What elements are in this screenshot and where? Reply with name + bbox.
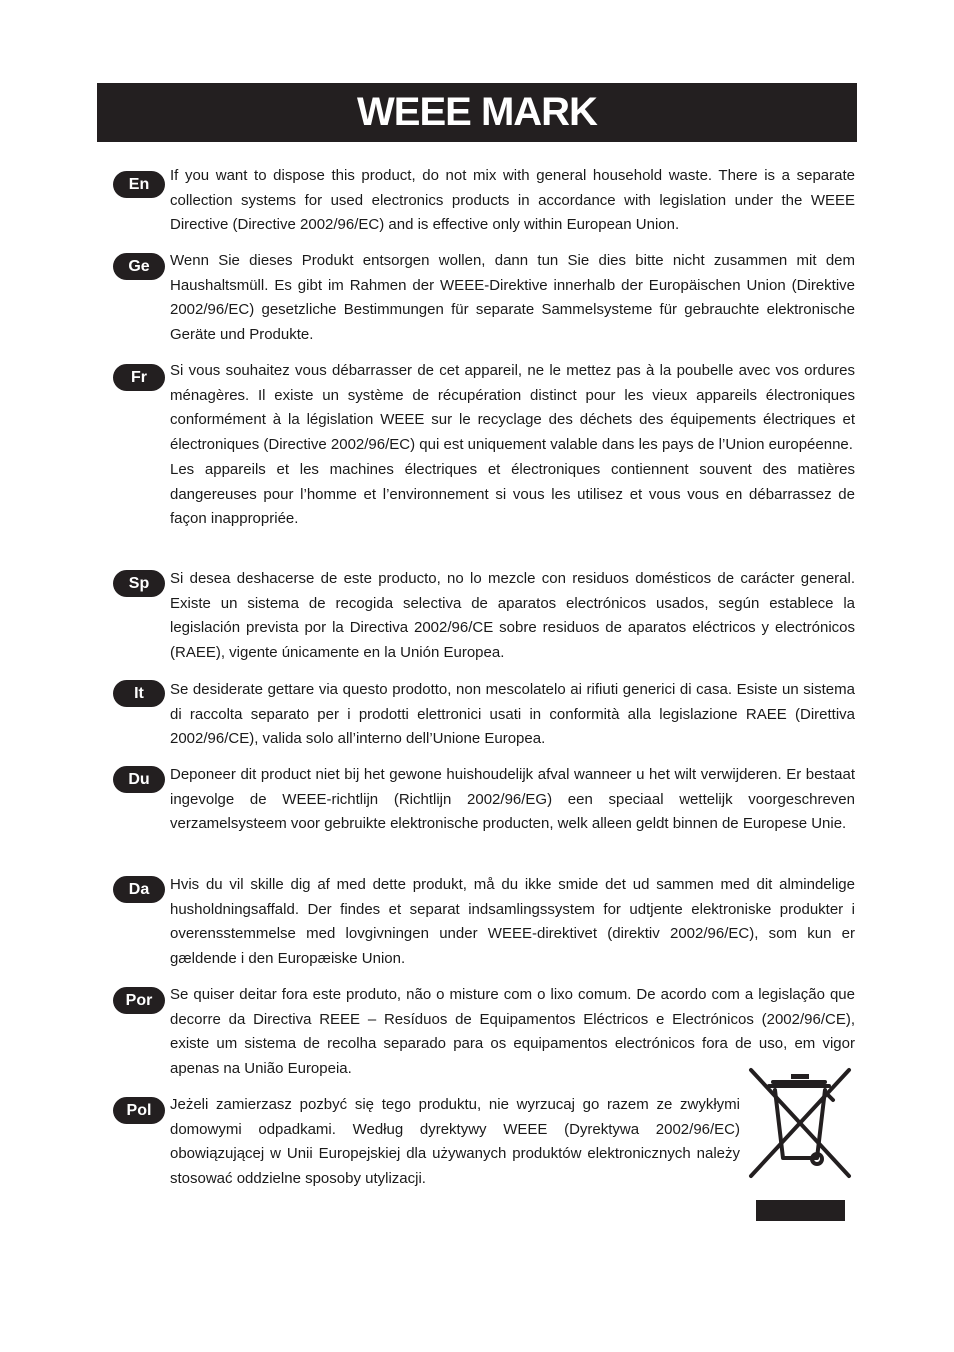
- section-text-pol: [170, 1093, 740, 1192]
- section-en: [113, 164, 855, 238]
- paragraph: Deponeer dit product niet bij het gewone huishoudelijk afval wanneer u het wilt verwijderen. Er bestaat ingevolge de WEEE-richtlijn (Richtlijn 2002/96/EG) een speciaal wettelijk voorgeschreven verzamelsysteem voor gebruikte elektronische producten, welk alleen geldt binnen de Europese Unie.: [170, 766, 855, 833]
- paragraph: Si desea deshacerse de este producto, no lo mezcle con residuos domésticos de carácter general. Existe un sistema de recogida selectiva de aparatos electrónicos usados, según establece la legislación prevista por la Directiva 2002/96/CE sobre residuos de aparatos eléctricos y electrónicos (RAEE), vigente únicamente en la Unión Europea.: [170, 570, 855, 662]
- section-text-du: [170, 763, 855, 837]
- section-du: [113, 763, 855, 837]
- language-badge-pol: Pol: [113, 1097, 165, 1124]
- section-fr: [113, 359, 855, 532]
- paragraph: If you want to dispose this product, do not mix with general household waste. There is a separate collection systems for used electronics products in accordance with legislation under the WEEE Directive (Directive 2002/96/EC) and is effective only within European Union.: [170, 167, 855, 234]
- language-badge-it: It: [113, 680, 165, 707]
- section-text-fr: [170, 359, 855, 532]
- paragraph: Se desiderate gettare via questo prodotto, non mescolatelo ai rifiuti generici di casa. Esiste un sistema di raccolta separato per i prodotti elettronici usati in conformità alla legislazione RAEE (Direttiva 2002/96/CE), valida solo all’interno dell’Unione Europea.: [170, 681, 855, 748]
- page-title: WEEE MARK: [357, 90, 597, 134]
- paragraph: Se quiser deitar fora este produto, não o misture com o lixo comum. De acordo com a legislação que decorre da Directiva REEE – Resíduos de Equipamentos Eléctricos e Electrónicos (2002/96/CE), existe um sistema de recolha separado para os equipamentos electrónicos fora de uso, em vigor apenas na União Europeia.: [170, 986, 855, 1078]
- section-da: [113, 873, 855, 972]
- section-text-it: [170, 678, 855, 752]
- paragraph: Jeżeli zamierzasz pozbyć się tego produktu, nie wyrzucaj go razem ze zwykłymi domowymi odpadkami. Według dyrektywy WEEE (Dyrektywa 2002/96/EC) obowiązującej w Unii Europejskiej dla używanych produktów elektronicznych należy stosować oddzielne sposoby utylizacji.: [170, 1096, 740, 1188]
- section-por: [113, 983, 855, 1082]
- title-bar: [97, 83, 857, 142]
- section-ge: [113, 249, 855, 348]
- language-badge-en: En: [113, 171, 165, 198]
- symbol-underline-bar: [756, 1200, 845, 1221]
- section-it: [113, 678, 855, 752]
- language-badge-du: Du: [113, 766, 165, 793]
- section-text-ge: [170, 249, 855, 348]
- paragraph: Les appareils et les machines électriques et électroniques contiennent souvent des matières dangereuses pour l’homme et l’environnement si vous les utilisez et vous vous en débarrassez de façon inappropriée.: [170, 460, 855, 528]
- section-pol: [113, 1093, 855, 1192]
- language-badge-sp: Sp: [113, 570, 165, 597]
- paragraph: Hvis du vil skille dig af med dette produkt, må du ikke smide det ud sammen med dit almindelige husholdningsaffald. Der findes et separat indsamlingssystem for udtjente elektroniske produkter i overensstemmelse med lovgivningen under WEEE-direktivet (direktiv 2002/96/EC), som kun er gældende i den Europæiske Union.: [170, 876, 855, 968]
- section-text-en: [170, 164, 855, 238]
- language-badge-fr: Fr: [113, 364, 165, 391]
- language-badge-ge: Ge: [113, 253, 165, 280]
- section-text-da: [170, 873, 855, 972]
- language-badge-por: Por: [113, 987, 165, 1014]
- section-sp: [113, 567, 855, 666]
- language-badge-da: Da: [113, 876, 165, 903]
- paragraph: Wenn Sie dieses Produkt entsorgen wollen, dann tun Sie dies bitte nicht zusammen mit dem Haushaltsmüll. Es gibt im Rahmen der WEEE-Direktive innerhalb der Europäischen Union (Direktive 2002/96/EC) gesetzliche Bestimmungen für separate Sammelsysteme für gebrauchte elektronische Geräte und Produkte.: [170, 252, 855, 344]
- section-text-sp: [170, 567, 855, 666]
- paragraph: Si vous souhaitez vous débarrasser de cet appareil, ne le mettez pas à la poubelle avec vos ordures ménagères. Il existe un système de récupération distinct pour les vieux appareils électroniques conformément à la législation WEEE sur le recyclage des déchets des équipements électriques et électroniques (Directive 2002/96/EC) qui est uniquement valable dans les pays de l’Union européenne.: [170, 362, 855, 454]
- crossed-out-wheelie-bin-icon: [745, 1066, 855, 1181]
